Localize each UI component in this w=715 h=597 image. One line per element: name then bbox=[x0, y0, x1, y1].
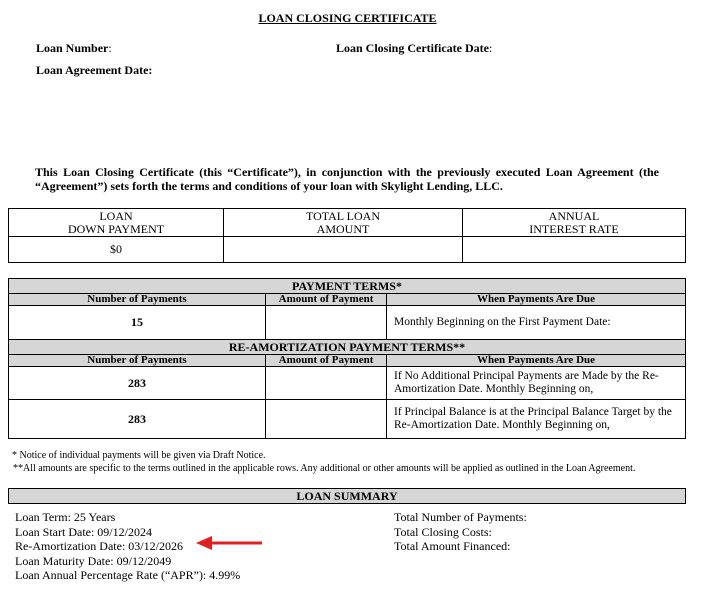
reamort-payment-amount bbox=[266, 400, 387, 439]
payment-count: 15 bbox=[9, 306, 266, 340]
closing-date-field: Loan Closing Certificate Date: bbox=[336, 41, 493, 55]
col-amount-header: Amount of Payment bbox=[266, 294, 387, 306]
reamort-payment-count: 283 bbox=[9, 367, 266, 400]
red-arrow-icon bbox=[196, 534, 264, 552]
interest-rate-value bbox=[463, 237, 686, 263]
reamort-payment-when: If Principal Balance is at the Principal Balance Target by the Re-Amortization Date. Monthly Beginning on, bbox=[387, 400, 686, 439]
loan-number-field: Loan Number: bbox=[36, 41, 112, 55]
summary-right-column bbox=[394, 510, 527, 554]
intro-paragraph: This Loan Closing Certificate (this “Certificate”), in conjunction with the previously executed Loan Agreement (the “Agreement”) sets forth the terms and conditions of your loan with Skylight Lending, LLC. bbox=[35, 165, 659, 193]
col-number-header: Number of Payments bbox=[9, 294, 266, 306]
payment-terms-table bbox=[8, 278, 686, 439]
loan-overview-table bbox=[8, 208, 686, 263]
reamort-terms-title: RE-AMORTIZATION PAYMENT TERMS** bbox=[9, 340, 686, 355]
col-number-header: Number of Payments bbox=[9, 355, 266, 367]
agreement-date-label: Loan Agreement Date: bbox=[36, 63, 153, 77]
total-loan-amount-value bbox=[224, 237, 463, 263]
closing-date-label: Loan Closing Certificate Date bbox=[336, 41, 489, 55]
footnote-1: * Notice of individual payments will be given via Draft Notice. bbox=[12, 450, 266, 461]
reamortization-date: Re-Amortization Date: 03/12/2026 bbox=[15, 539, 183, 553]
payment-terms-title: PAYMENT TERMS* bbox=[9, 279, 686, 294]
total-closing-costs: Total Closing Costs: bbox=[394, 524, 492, 539]
loan-apr: Loan Annual Percentage Rate (“APR”): 4.99% bbox=[15, 568, 241, 582]
reamort-payment-count: 283 bbox=[9, 400, 266, 439]
col-when-header: When Payments Are Due bbox=[387, 294, 686, 306]
col-when-header: When Payments Are Due bbox=[387, 355, 686, 367]
loan-number-label: Loan Number bbox=[36, 41, 109, 55]
loan-term: Loan Term: 25 Years bbox=[15, 510, 116, 524]
document-title: LOAN CLOSING CERTIFICATE bbox=[258, 11, 437, 25]
footnote-2: **All amounts are specific to the terms outlined in the applicable rows. Any additional or other amounts will be applied as outlined in the Loan Agreement. bbox=[13, 463, 636, 474]
loan-summary-title: LOAN SUMMARY bbox=[8, 488, 686, 504]
payment-when: Monthly Beginning on the First Payment Date: bbox=[387, 306, 686, 340]
loan-start-date: Loan Start Date: 09/12/2024 bbox=[15, 524, 152, 539]
reamort-payment-when: If No Additional Principal Payments are Made by the Re-Amortization Date. Monthly Beginning on, bbox=[387, 367, 686, 400]
loan-maturity-date: Loan Maturity Date: 09/12/2049 bbox=[15, 553, 172, 568]
total-amount-financed: Total Amount Financed: bbox=[394, 539, 511, 553]
total-number-of-payments: Total Number of Payments: bbox=[394, 510, 527, 524]
col-amount-header: Amount of Payment bbox=[266, 355, 387, 367]
down-payment-value: $0 bbox=[9, 237, 224, 263]
total-loan-amount-header: TOTAL LOAN AMOUNT bbox=[224, 209, 463, 237]
interest-rate-header: ANNUAL INTEREST RATE bbox=[463, 209, 686, 237]
payment-amount bbox=[266, 306, 387, 340]
down-payment-header: LOAN DOWN PAYMENT bbox=[9, 209, 224, 237]
reamort-payment-amount bbox=[266, 367, 387, 400]
